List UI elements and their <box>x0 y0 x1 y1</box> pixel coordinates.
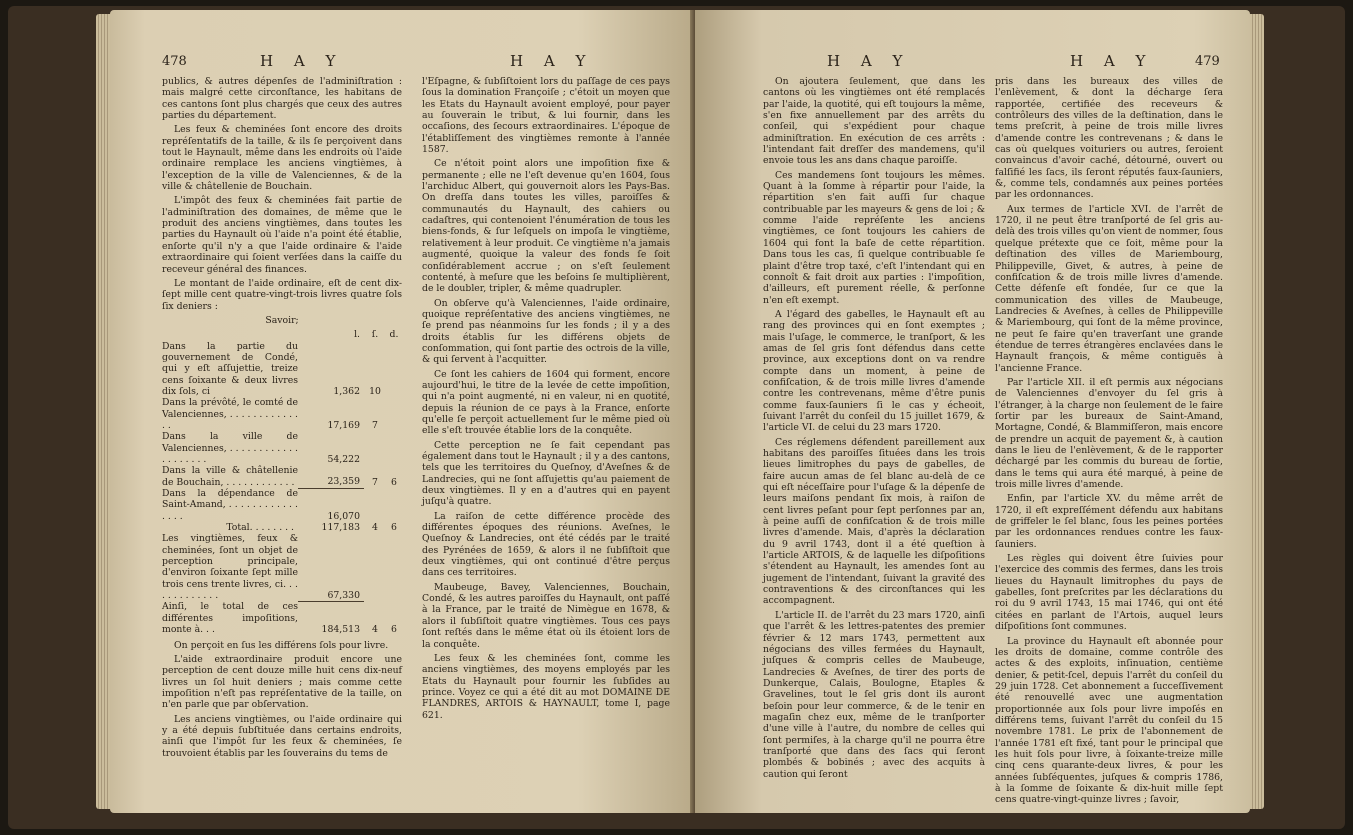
column-header-deniers: d. <box>389 329 399 341</box>
column-header-sols: ſ. <box>371 329 379 341</box>
row-sols <box>364 488 386 522</box>
row-label: Dans la partie du gouvernement de Condé, qui y eſt aſſujettie, treize cens ſoixante & deux livres dix ſols, ci <box>162 340 298 397</box>
table-row <box>162 397 402 431</box>
paragraph: Les feux & cheminées ſont encore des droits repréſentatifs de la taille, & ils ſe perçoivent dans tout le Haynault, même dans les endroits où l'aide ordinaire remplace les anciens vingtièmes, à l'exception de la ville de Valenciennes, & de la ville & châtellenie de Bouchain. <box>162 124 402 193</box>
paragraph: Les anciens vingtièmes, ou l'aide ordinaire qui y a été depuis ſubſtituée dans certains endroits, ainſi que l'impôt ſur les feux & cheminées, ſe trouvoient établis par les ſouverains du tems de <box>162 713 402 759</box>
paragraph: Enfin, par l'article XV. du même arrêt de 1720, il eſt expreſſément défendu aux habitans de griffeler le ſel blanc, ſous les peines portées par les ordonnances rendues contre les faux-ſauniers. <box>995 493 1223 550</box>
row-livres: 1,362 <box>333 385 360 397</box>
total-row <box>162 522 402 533</box>
table-row <box>162 465 402 488</box>
left-page-column-2 <box>422 76 670 724</box>
row-livres: 23,359 <box>327 476 360 488</box>
grand-total-sols: 4 <box>372 624 378 636</box>
paragraph: La province du Haynault eſt abonnée pour les droits de domaine, comme contrôle des actes & des exploits, inſinuation, centième denier, & petit-ſcel, depuis l'arrêt du conſeil du 29 juin 1728. Cet abonnement a ſucceſſivement été renouvellé avec une augmentation proportionnée aux ſols pour livre impoſés en différens tems, ſuivant l'arrêt du conſeil du 15 novembre 1781. Le prix de l'abonnement de l'année 1781 eſt fixé, tant pour le principal que les huit ſols pour livre, à ſoixante-treize mille cinq cens quarante-deux livres, & pour les années ſubſéquentes, juſques & compris 1786, à la ſomme de ſoixante & dix-huit mille ſept cens quatre-vingt-quinze livres ; ſavoir, <box>995 635 1223 806</box>
row-deniers: 6 <box>391 476 397 488</box>
total-deniers: 6 <box>391 522 397 534</box>
column-header-livres: l. <box>354 329 360 341</box>
row-deniers <box>386 431 402 465</box>
paragraph: Aux termes de l'article XVI. de l'arrêt de 1720, il ne peut être tranſporté de ſel gris au-delà des trois villes qu'on vient de nommer, ſous quelque prétexte que ce ſoit, même pour la deſtination des villes de Mariembourg, Philippeville, Givet, & autres, à peine de confiſcation & de trois mille livres d'amende. Cette défenſe eſt fondée, ſur ce que la communication des villes de Maubeuge, Landrecies & Aveſnes, à celles de Philippeville & Mariembourg, qui ſont de la même province, ne peut ſe faire qu'en traverſant une grande étendue de terres étrangères enclavées dans le Haynault françois, & même contiguës à l'ancienne France. <box>995 203 1223 374</box>
paragraph: Ce n'étoit point alors une impoſition fixe & permanente ; elle ne l'eſt devenue qu'en 1604, ſous l'archiduc Albert, qui gouvernoit alors les Pays-Bas. On dreſſa dans toutes les villes, paroiſſes & communautés du Haynault, des cahiers ou cadaſtres, qui contenoient l'énumération de tous les biens-fonds, & ſur leſquels on impoſa le vingtième, relativement à leur produit. Ce vingtième n'a jamais augmenté, quoique la valeur des fonds ſe ſoit conſidérablement accrue ; on s'eſt ſeulement contenté, à meſure que les beſoins ſe multiplièrent, de le doubler, tripler, & même quadrupler. <box>422 158 670 295</box>
left-page <box>110 10 695 813</box>
paragraph: Les règles qui doivent être ſuivies pour l'exercice des commis des fermes, dans les trois lieues du Haynault limitrophes du pays de gabelles, ſont preſcrites par les déclarations du roi du 9 avril 1743, 15 mai 1746, qui ont été citées en parlant de l'Artois, auquel leurs diſpoſitions ſont communes. <box>995 553 1223 633</box>
page-number-right: 479 <box>1195 54 1220 69</box>
paragraph: Ce ſont les cahiers de 1604 qui forment, encore aujourd'hui, le titre de la levée de cette impoſition, qui n'a point augmenté, ni en valeur, ni en quotité, depuis la réunion de ce pays à la France, enſorte qu'elle ſe perçoit actuellement ſur le même pied où elle s'eſt trouvée établie lors de la conquête. <box>422 368 670 437</box>
left-page-edges <box>96 14 110 809</box>
row-label: Dans la prévôté, le comté de Valenciennes, . . . . . . . . . . . . . . <box>162 397 298 431</box>
row-livres: 16,070 <box>298 488 364 522</box>
row-livres: 17,169 <box>327 419 360 431</box>
running-head-left-col2: H A Y <box>510 52 594 70</box>
table-header-row <box>162 329 402 340</box>
vingtiemes-value: 67,330 <box>327 589 360 601</box>
right-page-column-1 <box>763 76 985 783</box>
paragraph: On obſerve qu'à Valenciennes, l'aide ordinaire, quoique repréſentative des anciens vingtièmes, ne ſe prend pas néanmoins ſur les fonds ; il y a des droits établis ſur les différens objets de conſommation, qui ſont partie des octrois de la ville, & qui ſervent à l'acquitter. <box>422 297 670 366</box>
row-label: Dans la ville de Valenciennes, . . . . . . . . . . . . . . . . . . . . <box>162 431 298 465</box>
vingtiemes-row <box>162 533 402 601</box>
row-deniers <box>386 341 402 398</box>
paragraph: Ces mandemens ſont toujours les mêmes. Quant à la ſomme à répartir pour l'aide, la répartition s'en fait auſſi ſur chaque contribuable par les mayeurs & gens de loi ; & comme l'aide repréſente les anciens vingtièmes, ce ſont toujours les cahiers de 1604 qui font la baſe de cette répartition. Dans tous les cas, ſi quelque contribuable ſe plaint d'être trop taxé, c'eſt l'intendant qui en connoît & fait droit aux parties : l'impoſition, d'ailleurs, eſt purement réelle, & perſonne n'en eſt exempt. <box>763 169 985 306</box>
total-livres: 117,183 <box>321 522 360 534</box>
row-sols <box>364 431 386 465</box>
aide-ordinaire-table <box>162 329 402 635</box>
paragraph: L'article II. de l'arrêt du 23 mars 1720, ainſi que l'arrêt & les lettres-patentes des premier février & 12 mars 1743, permettent aux négocians des villes fermées du Haynault, juſques & compris celles de Maubeuge, Landrecies & Aveſnes, de tirer des ports de Dunkerque, Calais, Boulogne, Etaples & Gravelines, tout le ſel gris dont ils auront beſoin pour leur commerce, & de le tenir en magaſin chez eux, même de le tranſporter d'une ville à l'autre, du nombre de celles qui ſont permiſes, à la charge qu'il ne pourra être tranſporté que dans des ſacs qui ſeront plombés & bobinés ; avec des acquits à caution qui ſeront <box>763 609 985 780</box>
row-deniers <box>386 397 402 431</box>
paragraph: Les feux & les cheminées ſont, comme les anciens vingtièmes, des moyens employés par les Etats du Haynault pour fournir les ſubſides au prince. Voyez ce qui a été dit au mot DOMAINE DE FLANDRES, ARTOIS & HAYNAULT, tome I, page 621. <box>422 652 670 721</box>
paragraph: Par l'article XII. il eſt permis aux négocians de Valenciennes d'envoyer du ſel gris à l'étranger, à la charge non ſeulement de le faire ſortir par les bureaux de Saint-Amand, Mortagne, Condé, & Blammiſſeron, mais encore de prendre un acquit de payement &, à caution dans le lieu de l'enlèvement, & de le rapporter déchargé par les commis du bureau de ſortie, dans le tems qui aura été marqué, à peine de trois mille livres d'amende. <box>995 376 1223 491</box>
right-page <box>695 10 1250 813</box>
row-sols: 7 <box>372 476 378 488</box>
running-head-right-col2: H A Y <box>1070 52 1154 70</box>
paragraph: l'Eſpagne, & ſubſiſtoient lors du paſſage de ces pays ſous la domination Françoiſe ; c'étoit un moyen que les Etats du Haynault avoient employé, pour payer au ſouverain le tribut, & lui fournir, dans les occaſions, des ſecours extraordinaires. L'époque de l'établiſſement des vingtièmes remonte à l'année 1587. <box>422 76 670 156</box>
grand-total-deniers: 6 <box>391 624 397 636</box>
paragraph: L'impôt des feux & cheminées fait partie de l'adminiſtration des domaines, de même que le produit des anciens vingtièmes, dans toutes les parties du Haynault où l'aide n'a point été établie, enſorte qu'il n'y a que l'aide ordinaire & l'aide extraordinaire qui ſoient verſées dans la caiſſe du receveur général des finances. <box>162 195 402 275</box>
paragraph: pris dans les bureaux des villes de l'enlèvement, & dont la décharge ſera rapportée, certifiée des receveurs & contrôleurs des villes de la deſtination, dans le tems preſcrit, à peine de trois mille livres d'amende contre les contrevenans ; & dans le cas où quelques voituriers ou autres, ſeroient convaincus d'avoir caché, détourné, ouvert ou falſifié les ſacs, ils ſeront réputés faux-ſauniers, &, comme tels, condamnés aux peines portées par les ordonnances. <box>995 76 1223 201</box>
paragraph: A l'égard des gabelles, le Haynault eſt au rang des provinces qui en ſont exemptes ; mais l'uſage, le commerce, le tranſport, & les amas de ſel gris ſont défendus dans cette province, aux exceptions dont on va rendre compte dans un moment, à peine de confiſcation, & de trois mille livres d'amende contre les contrevenans, même d'être punis comme faux-ſauniers ſi le cas y écheoit, ſuivant l'arrêt du conſeil du 15 juillet 1679, & l'article VI. de celui du 23 mars 1720. <box>763 308 985 434</box>
right-page-edges <box>1250 14 1264 809</box>
row-sols: 10 <box>369 385 381 397</box>
row-label: Dans la ville & châtellenie de Bouchain, . . . . . . . . . . . . <box>162 465 298 488</box>
table-row <box>162 488 402 522</box>
grand-total-label: Ainſi, le total de ces différentes impoſitions, monte à. . . <box>162 601 298 636</box>
savoir-heading: Savoir; <box>265 314 299 326</box>
total-label: Total. . . . . . . . <box>226 522 294 534</box>
page-number-left: 478 <box>162 54 187 69</box>
total-sols: 4 <box>372 522 378 534</box>
running-head-right-col1: H A Y <box>827 52 911 70</box>
table-row <box>162 341 402 398</box>
row-label: Dans la dépendance de Saint-Amand, . . . . . . . . . . . . . . . . <box>162 488 298 522</box>
grand-total-livres: 184,513 <box>298 601 364 635</box>
row-sols: 7 <box>372 419 378 431</box>
paragraph: Maubeuge, Bavey, Valenciennes, Bouchain, Condé, & les autres paroiſſes du Haynault, ont paſſé à la France, par le traité de Nimègue en 1678, & alors il ſubſiſtoit quatre vingtièmes. Tous ces pays ſont reſtés dans le même état où ils étoient lors de la conquête. <box>422 581 670 650</box>
paragraph: Ces réglemens défendent pareillement aux habitans des paroiſſes ſituées dans les trois lieues limitrophes du pays de gabelles, de faire aucun amas de ſel blanc au-delà de ce qui eſt néceſſaire pour l'uſage & la dépenſe de leurs maiſons pendant ſix mois, à raiſon de cent livres peſant pour ſept perſonnes par an, à peine auſſi de confiſcation & de trois mille livres d'amende. Mais, d'après la déclaration du 9 avril 1743, dont il a été queſtion à l'article ARTOIS, & de laquelle les diſpoſitions s'étendent au Haynault, les amendes ſont au jugement de l'intendant, ſuivant la gravité des contraventions & des circonſtances qui les accompagnent. <box>763 436 985 607</box>
paragraph: publics, & autres dépenſes de l'adminiſtration : mais malgré cette circonſtance, les habitans de ces cantons ſont plus chargés que ceux des autres parties du département. <box>162 76 402 122</box>
row-livres: 54,222 <box>327 454 360 465</box>
paragraph: Cette perception ne ſe fait cependant pas également dans tout le Haynault ; il y a des cantons, tels que les territoires du Queſnoy, d'Aveſnes & de Landrecies, qui ne ſont aſſujettis qu'au paiement de deux vingtièmes. Il y en a d'autres qui en payent juſqu'à quatre. <box>422 439 670 508</box>
left-page-column-1 <box>162 76 402 762</box>
paragraph: Le montant de l'aide ordinaire, eſt de cent dix-ſept mille cent quatre-vingt-trois livres quatre ſols ſix deniers : <box>162 277 402 312</box>
paragraph: On perçoit en ſus les différens ſols pour livre. <box>174 639 389 651</box>
vingtiemes-label: Les vingtièmes, feux & cheminées, ſont un objet de perception principale, d'environ ſoixante ſept mille trois cens trente livres, ci. . . . . . . . . . . . . <box>162 533 298 602</box>
paragraph: On ajoutera ſeulement, que dans les cantons où les vingtièmes ont été remplacés par l'aide, la quotité, qui eſt toujours la même, s'en fixe annuellement par des arrêts du conſeil, qui s'expédient pour chaque adminiſtration. En exécution de ces arrêts : l'intendant fait dreſſer des mandemens, qu'il envoie tous les ans dans chaque paroiſſe. <box>763 76 985 167</box>
table-row <box>162 431 402 465</box>
paragraph: La raiſon de cette différence procède des différentes époques des réunions. Aveſnes, le Queſnoy & Landrecies, ont été cédés par le traité des Pyrénées de 1659, & alors il ne ſubſiſtoit que deux vingtièmes, qui ont continué d'être perçus dans ces territoires. <box>422 510 670 579</box>
right-page-column-2 <box>995 76 1223 809</box>
running-head-left-col1: H A Y <box>260 52 344 70</box>
paragraph: L'aide extraordinaire produit encore une perception de cent douze mille huit cens dix-neuf livres un ſol huit deniers ; mais comme cette impoſition n'eſt pas repréſentative de la taille, on n'en parle que par obſervation. <box>162 653 402 711</box>
row-deniers <box>386 488 402 522</box>
grand-total-row <box>162 601 402 635</box>
